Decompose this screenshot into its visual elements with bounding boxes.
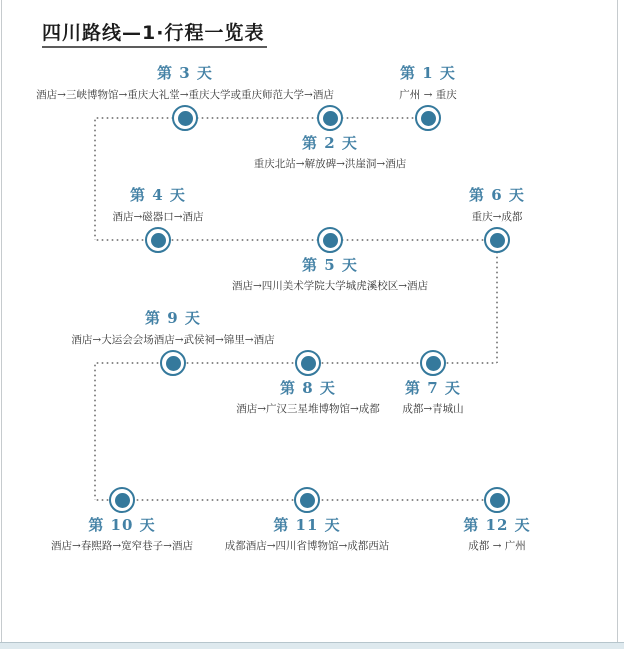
day-route: 重庆→成都 — [471, 211, 523, 223]
day-label: 第 8 天 — [280, 379, 336, 397]
day-node-dot — [166, 356, 181, 371]
day-route: 重庆北站→解放碑→洪崖洞→酒店 — [253, 158, 407, 170]
day-label: 第 7 天 — [405, 379, 461, 397]
day-route: 酒店→春熙路→宽窄巷子→酒店 — [51, 540, 193, 552]
day-node-dot — [301, 356, 316, 371]
day-node-circle — [109, 487, 135, 513]
day-label: 第 11 天 — [273, 516, 341, 534]
day-label: 第 10 天 — [88, 516, 156, 534]
day-route: 酒店→三峡博物馆→重庆大礼堂→重庆大学或重庆师范大学→酒店 — [36, 89, 334, 101]
page-right-edge — [617, 0, 618, 642]
day-route: 酒店→大运会会场酒店→武侯祠→锦里→酒店 — [71, 334, 275, 346]
page-title: 四川路线—1·行程一览表 — [42, 22, 265, 44]
day-route: 成都→青城山 — [402, 403, 464, 415]
day-node-dot — [490, 493, 505, 508]
day-node-circle — [415, 105, 441, 131]
day-label: 第 1 天 — [400, 64, 456, 82]
route-line-drop1 — [94, 118, 96, 240]
day-route: 酒店→广汉三星堆博物馆→成都 — [236, 403, 380, 415]
day-node-circle — [145, 227, 171, 253]
day-route: 广州 → 重庆 — [399, 89, 457, 101]
day-node-circle — [484, 227, 510, 253]
day-node-dot — [300, 493, 315, 508]
route-line-drop2 — [496, 240, 498, 363]
page-bottom-edge — [0, 642, 624, 649]
day-node-dot — [426, 356, 441, 371]
day-node-circle — [172, 105, 198, 131]
day-node-circle — [295, 350, 321, 376]
day-node-circle — [420, 350, 446, 376]
day-node-circle — [294, 487, 320, 513]
day-node-dot — [178, 111, 193, 126]
day-node-dot — [323, 233, 338, 248]
day-label: 第 12 天 — [463, 516, 531, 534]
day-node-dot — [151, 233, 166, 248]
route-line-drop3 — [94, 363, 96, 500]
day-node-circle — [484, 487, 510, 513]
day-label: 第 5 天 — [302, 256, 358, 274]
day-label: 第 3 天 — [157, 64, 213, 82]
day-node-circle — [317, 105, 343, 131]
day-node-circle — [317, 227, 343, 253]
day-node-dot — [115, 493, 130, 508]
page-left-edge — [1, 0, 2, 642]
route-line-row1 — [95, 117, 428, 119]
day-route: 酒店→磁器口→酒店 — [112, 211, 204, 223]
title-underline — [42, 46, 267, 48]
day-route: 成都酒店→四川省博物馆→成都西站 — [224, 540, 390, 552]
day-route: 酒店→四川美术学院大学城虎溪校区→酒店 — [231, 280, 429, 292]
day-node-dot — [323, 111, 338, 126]
day-node-dot — [490, 233, 505, 248]
day-label: 第 2 天 — [302, 134, 358, 152]
day-node-dot — [421, 111, 436, 126]
day-route: 成都 → 广州 — [468, 540, 526, 552]
day-label: 第 6 天 — [469, 186, 525, 204]
day-node-circle — [160, 350, 186, 376]
day-label: 第 9 天 — [145, 309, 201, 327]
day-label: 第 4 天 — [130, 186, 186, 204]
